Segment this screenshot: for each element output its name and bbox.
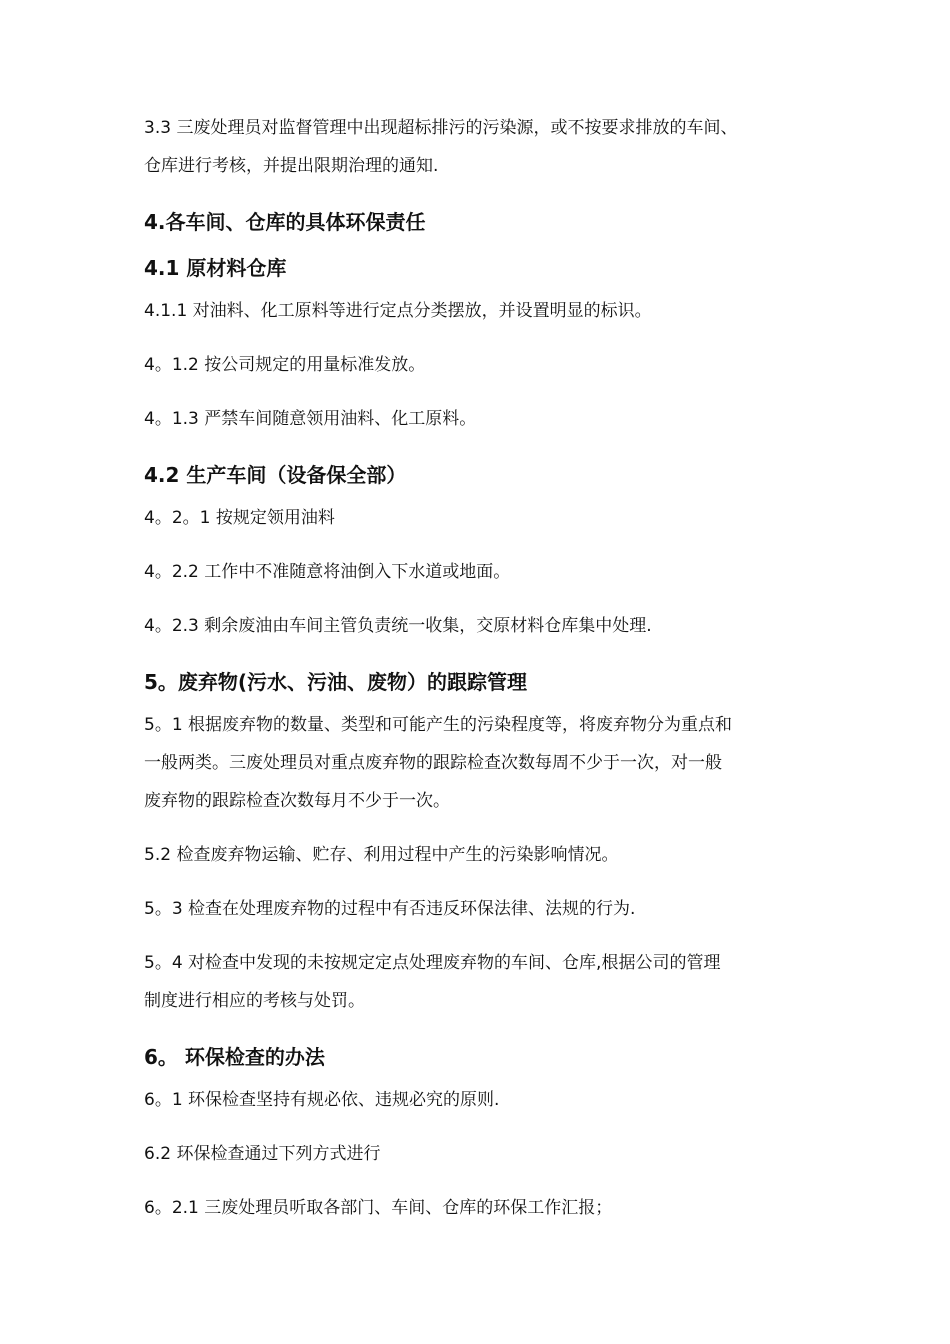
paragraph-4-2-2: 4。2.2 工作中不准随意将油倒入下水道或地面。 <box>144 562 511 582</box>
paragraph-6-1: 6。1 环保检查坚持有规必依、违规必究的原则. <box>144 1090 500 1110</box>
paragraph-4-1-3: 4。1.3 严禁车间随意领用油料、化工原料。 <box>144 409 477 429</box>
paragraph-5-3: 5。3 检查在处理废弃物的过程中有否违反环保法律、法规的行为. <box>144 899 636 919</box>
paragraph-5-1-line-2: 一般两类。三废处理员对重点废弃物的跟踪检查次数每周不少于一次，对一般 <box>144 753 722 773</box>
paragraph-3-3-line-2: 仓库进行考核，并提出限期治理的通知. <box>144 156 439 176</box>
heading-section-4: 4.各车间、仓库的具体环保责任 <box>144 210 426 234</box>
heading-section-4-2: 4.2 生产车间（设备保全部） <box>144 463 407 487</box>
paragraph-5-1-line-3: 废弃物的跟踪检查次数每月不少于一次。 <box>144 791 450 811</box>
paragraph-3-3-line-1: 3.3 三废处理员对监督管理中出现超标排污的污染源，或不按要求排放的车间、 <box>144 118 738 138</box>
heading-section-6: 6。 环保检查的办法 <box>144 1045 325 1069</box>
paragraph-5-4-line-1: 5。4 对检查中发现的未按规定定点处理废弃物的车间、仓库,根据公司的管理 <box>144 953 721 973</box>
heading-section-5: 5。废弃物(污水、污油、废物）的跟踪管理 <box>144 670 528 694</box>
paragraph-6-2-1: 6。2.1 三废处理员听取各部门、车间、仓库的环保工作汇报； <box>144 1198 613 1218</box>
paragraph-4-1-2: 4。1.2 按公司规定的用量标准发放。 <box>144 355 426 375</box>
heading-section-4-1: 4.1 原材料仓库 <box>144 256 287 280</box>
paragraph-4-2-1: 4。2。1 按规定领用油料 <box>144 508 335 528</box>
paragraph-4-2-3: 4。2.3 剩余废油由车间主管负责统一收集，交原材料仓库集中处理. <box>144 616 652 636</box>
paragraph-5-4-line-2: 制度进行相应的考核与处罚。 <box>144 991 365 1011</box>
paragraph-6-2: 6.2 环保检查通过下列方式进行 <box>144 1144 381 1164</box>
paragraph-5-1-line-1: 5。1 根据废弃物的数量、类型和可能产生的污染程度等，将废弃物分为重点和 <box>144 715 733 735</box>
paragraph-5-2: 5.2 检查废弃物运输、贮存、利用过程中产生的污染影响情况。 <box>144 845 619 865</box>
paragraph-4-1-1: 4.1.1 对油料、化工原料等进行定点分类摆放，并设置明显的标识。 <box>144 301 652 321</box>
